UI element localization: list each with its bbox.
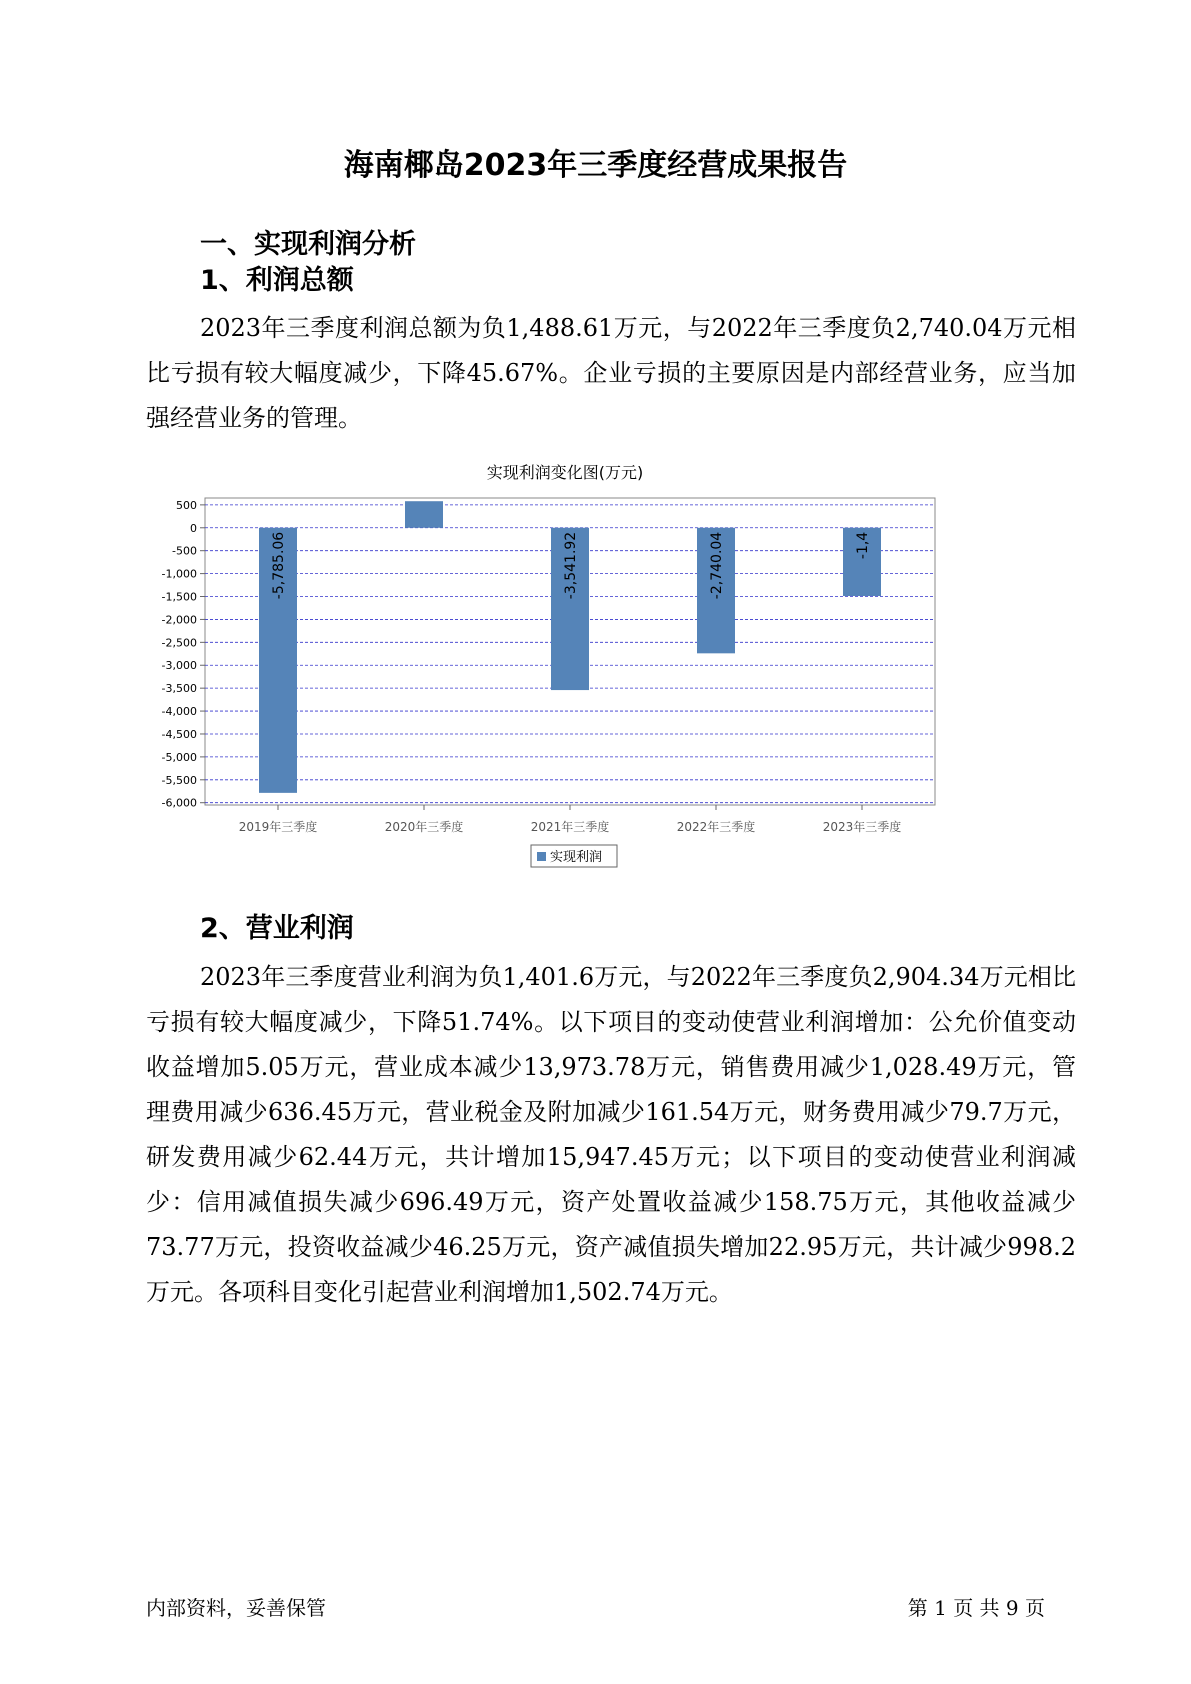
section-heading: 一、实现利润分析 (200, 229, 416, 260)
y-tick-label: 500 (176, 498, 197, 512)
data-label: -1,4 (855, 531, 871, 560)
y-tick-label: -500 (172, 544, 197, 558)
profit-chart-svg (150, 463, 1030, 950)
x-tick-label: 2021年三季度 (530, 820, 610, 834)
y-tick-label: -4,500 (161, 727, 197, 741)
y-tick-label: -2,500 (161, 636, 197, 650)
y-tick-label: -6,000 (161, 796, 197, 810)
x-tick-label: 2019年三季度 (238, 820, 318, 834)
y-tick-label: -3,000 (161, 659, 197, 673)
data-label: -3,541.92 (563, 531, 579, 600)
chart-title: 实现利润变化图(万元) (486, 463, 644, 482)
y-tick-label: -3,500 (161, 682, 197, 696)
x-tick-label: 2023年三季度 (822, 820, 902, 834)
subsection-heading-profit-total: 1、利润总额 (200, 265, 354, 296)
x-tick-label: 2022年三季度 (676, 820, 756, 834)
paragraph-operating-profit: 2023年三季度营业利润为负1,401.6万元，与2022年三季度负2,904.34万元相比亏损有较大幅度减少，下降51.74%。以下项目的变动使营业利润增加：公允价值变动收益增加5.05万元，营业成本减少13,973.78万元，销售费用减少1,028.49万元，管理费用减少636.45万元，营业税金及附加减少161.54万元，财务费用减少79.7万元，研发费用减少62.44万元，共计增加15,947.45万元；以下项目的变动使营业利润减少：信用减值损失减少696.49万元，资产处置收益减少158.75万元，其他收益减少73.77万元，投资收益减少46.25万元，资产减值损失增加22.95万元，共计减少998.2万元。各项科目变化引起营业利润增加1,502.74万元。 (146, 963, 1076, 1306)
page-title: 海南椰岛2023年三季度经营成果报告 (343, 148, 848, 183)
legend-label: 实现利润 (550, 850, 603, 865)
x-tick-label: 2020年三季度 (384, 820, 464, 834)
y-tick-label: 0 (190, 521, 197, 535)
y-tick-label: -1,000 (161, 567, 197, 581)
subsection-heading-operating-profit: 2、营业利润 (200, 913, 354, 944)
y-tick-label: -4,000 (161, 705, 197, 719)
page-number: 第 1 页 共 9 页 (907, 1596, 1045, 1620)
profit-chart (150, 463, 1030, 950)
bar (405, 501, 443, 528)
footer-note: 内部资料，妥善保管 (146, 1596, 326, 1620)
data-label: -5,785.06 (271, 531, 287, 600)
y-tick-label: -1,500 (161, 590, 197, 604)
legend-swatch (537, 852, 546, 861)
y-tick-label: -5,000 (161, 750, 197, 764)
y-tick-label: -2,000 (161, 613, 197, 627)
paragraph-profit-total: 2023年三季度利润总额为负1,488.61万元，与2022年三季度负2,740.04万元相比亏损有较大幅度减少，下降45.67%。企业亏损的主要原因是内部经营业务，应当加强经营业务的管理。 (146, 314, 1076, 432)
data-label: -2,740.04 (709, 531, 725, 600)
y-tick-label: -5,500 (161, 773, 197, 787)
